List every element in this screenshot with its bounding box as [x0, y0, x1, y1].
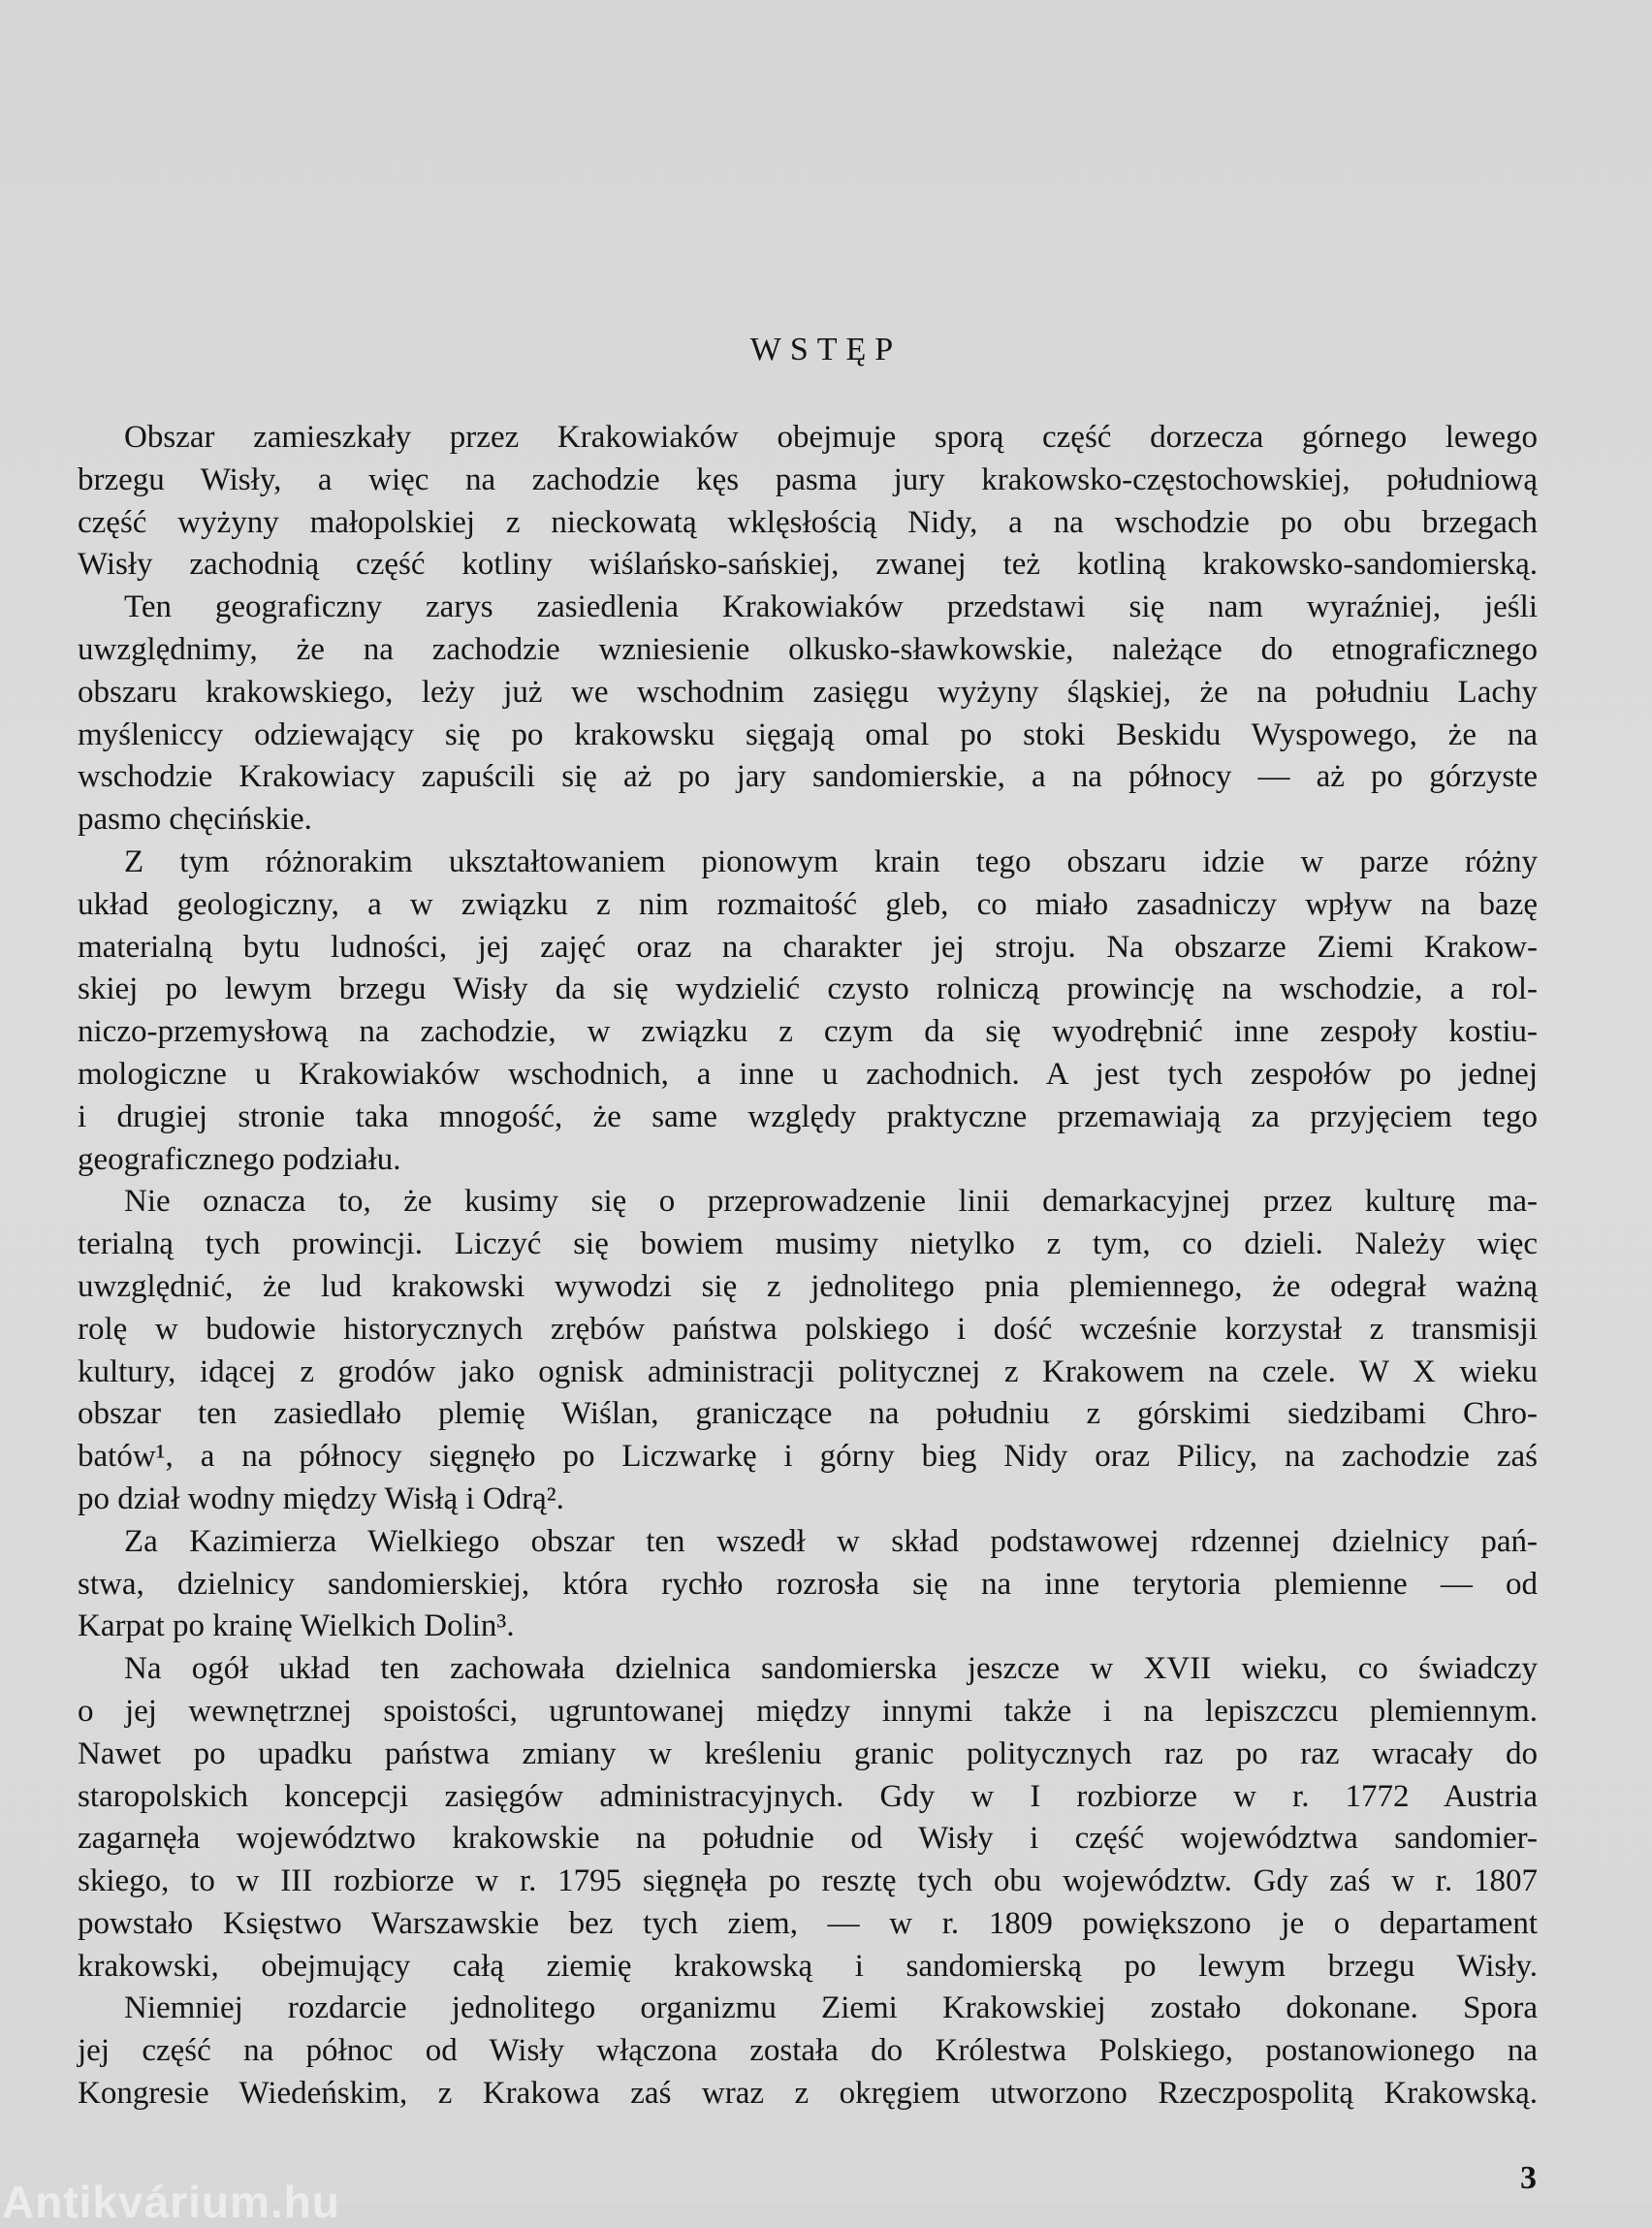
chapter-title: WSTĘP	[749, 332, 903, 367]
paragraph	[78, 842, 1538, 1181]
text-line: zagarnęła województwo krakowskie na południe od Wisły i część województwa sandomier-	[78, 1821, 1538, 1857]
text-line: myśleniccy odziewający się po krakowsku sięgają omal po stoki Beskidu Wyspowego, że na	[78, 716, 1538, 752]
text-line: po dział wodny między Wisłą i Odrą².	[78, 1480, 564, 1516]
paragraph	[78, 587, 1538, 842]
text-line: pasmo chęcińskie.	[78, 802, 312, 838]
text-line: Kongresie Wiedeńskim, z Krakowa zaś wraz z okręgiem utworzono Rzeczpospolitą Krakowską.	[78, 2076, 1538, 2112]
text-line: materialną bytu ludności, jej zajęć oraz na charakter jej stroju. Na obszarze Ziemi Krakow-	[78, 929, 1538, 965]
text-line: obszaru krakowskiego, leży już we wschodnim zasięgu wyżyny śląskiej, że na południu Lachy	[78, 674, 1538, 710]
text-line: i drugiej stronie taka mnogość, że same względy praktyczne przemawiają za przyjęciem tego	[78, 1098, 1538, 1134]
paragraph	[78, 417, 1538, 587]
text-line: powstało Księstwo Warszawskie bez tych ziem, — w r. 1809 powiększono je o departament	[78, 1905, 1538, 1941]
text-line: skiej po lewym brzegu Wisły da się wydzielić czysto rolniczą prowincję na wschodzie, a rol-	[78, 971, 1538, 1007]
text-line: Obszar zamieszkały przez Krakowiaków obejmuje sporą część dorzecza górnego lewego	[124, 420, 1538, 455]
text-line: układ geologiczny, a w związku z nim rozmaitość gleb, co miało zasadniczy wpływ na bazę	[78, 886, 1538, 922]
text-line: brzegu Wisły, a więc na zachodzie kęs pasma jury krakowsko-częstochowskiej, południową	[78, 462, 1538, 497]
text-line: Ten geograficzny zarys zasiedlenia Krakowiaków przedstawi się nam wyraźniej, jeśli	[124, 589, 1538, 625]
text-line: wschodzie Krakowiacy zapuścili się aż po jary sandomierskie, a na północy — aż po górzyste	[78, 759, 1538, 795]
text-line: skiego, to w III rozbiorze w r. 1795 sięgnęła po resztę tych obu województw. Gdy zaś w r. 1807	[78, 1863, 1538, 1899]
paragraph	[78, 1988, 1538, 2115]
text-line: obszar ten zasiedlało plemię Wiślan, graniczące na południu z górskimi siedzibami Chro-	[78, 1396, 1538, 1432]
text-line: jej część na północ od Wisły włączona została do Królestwa Polskiego, postanowionego na	[78, 2033, 1538, 2069]
text-line: Wisły zachodnią część kotliny wiślańsko-sańskiej, zwanej też kotliną krakowsko-sandomierską.	[78, 547, 1538, 583]
paragraph	[78, 1181, 1538, 1520]
paragraph	[78, 1648, 1538, 1988]
text-line: kultury, idącej z grodów jako ognisk administracji politycznej z Krakowem na czele. W X wieku	[78, 1353, 1538, 1389]
text-line: batów¹, a na północy sięgnęło po Liczwarkę i górny bieg Nidy oraz Pilicy, na zachodzie zaś	[78, 1439, 1538, 1475]
text-line: Z tym różnorakim ukształtowaniem pionowym krain tego obszaru idzie w parze różny	[124, 843, 1538, 879]
text-line: Nie oznacza to, że kusimy się o przeprowadzenie linii demarkacyjnej przez kulturę ma-	[124, 1184, 1538, 1220]
paragraph	[78, 1521, 1538, 1648]
text-line: uwzględnić, że lud krakowski wywodzi się z jednolitego pnia plemiennego, że odegrał ważną	[78, 1268, 1538, 1304]
body-text	[78, 417, 1538, 2116]
text-line: Nawet po upadku państwa zmiany w kreśleniu granic politycznych raz po raz wracały do	[78, 1735, 1538, 1771]
text-line: Za Kazimierza Wielkiego obszar ten wszedł w skład podstawowej rdzennej dzielnicy pań-	[124, 1523, 1538, 1559]
text-line: mologiczne u Krakowiaków wschodnich, a inne u zachodnich. A jest tych zespołów po jednej	[78, 1056, 1538, 1092]
text-line: Niemniej rozdarcie jednolitego organizmu Ziemi Krakowskiej zostało dokonane. Spora	[124, 1990, 1538, 2026]
text-line: część wyżyny małopolskiej z nieckowatą wklęsłością Nidy, a na wschodzie po obu brzegach	[78, 504, 1538, 540]
text-line: niczo-przemysłową na zachodzie, w związku z czym da się wyodrębnić inne zespoły kostiu-	[78, 1014, 1538, 1050]
text-line: Karpat po krainę Wielkich Dolin³.	[78, 1608, 515, 1644]
text-line: krakowski, obejmujący całą ziemię krakowską i sandomierską po lewym brzegu Wisły.	[78, 1948, 1538, 1984]
text-line: staropolskich koncepcji zasięgów administracyjnych. Gdy w I rozbiorze w r. 1772 Austria	[78, 1778, 1538, 1814]
watermark: Antikvárium.hu	[2, 2177, 340, 2227]
page-number: 3	[1520, 2160, 1537, 2196]
text-line: o jej wewnętrznej spoistości, ugruntowanej między innymi także i na lepiszczcu plemiennym.	[78, 1693, 1538, 1729]
text-line: geograficznego podziału.	[78, 1141, 401, 1177]
text-line: Na ogół układ ten zachowała dzielnica sandomierska jeszcze w XVII wieku, co świadczy	[124, 1651, 1538, 1687]
text-line: terialną tych prowincji. Liczyć się bowiem musimy nietylko z tym, co dzieli. Należy więc	[78, 1226, 1538, 1262]
text-line: uwzględnimy, że na zachodzie wzniesienie olkusko-sławkowskie, należące do etnograficznego	[78, 631, 1538, 667]
text-line: rolę w budowie historycznych zrębów państwa polskiego i dość wcześnie korzystał z transmisji	[78, 1311, 1538, 1347]
text-line: stwa, dzielnicy sandomierskiej, która rychło rozrosła się na inne terytoria plemienne — od	[78, 1566, 1538, 1602]
